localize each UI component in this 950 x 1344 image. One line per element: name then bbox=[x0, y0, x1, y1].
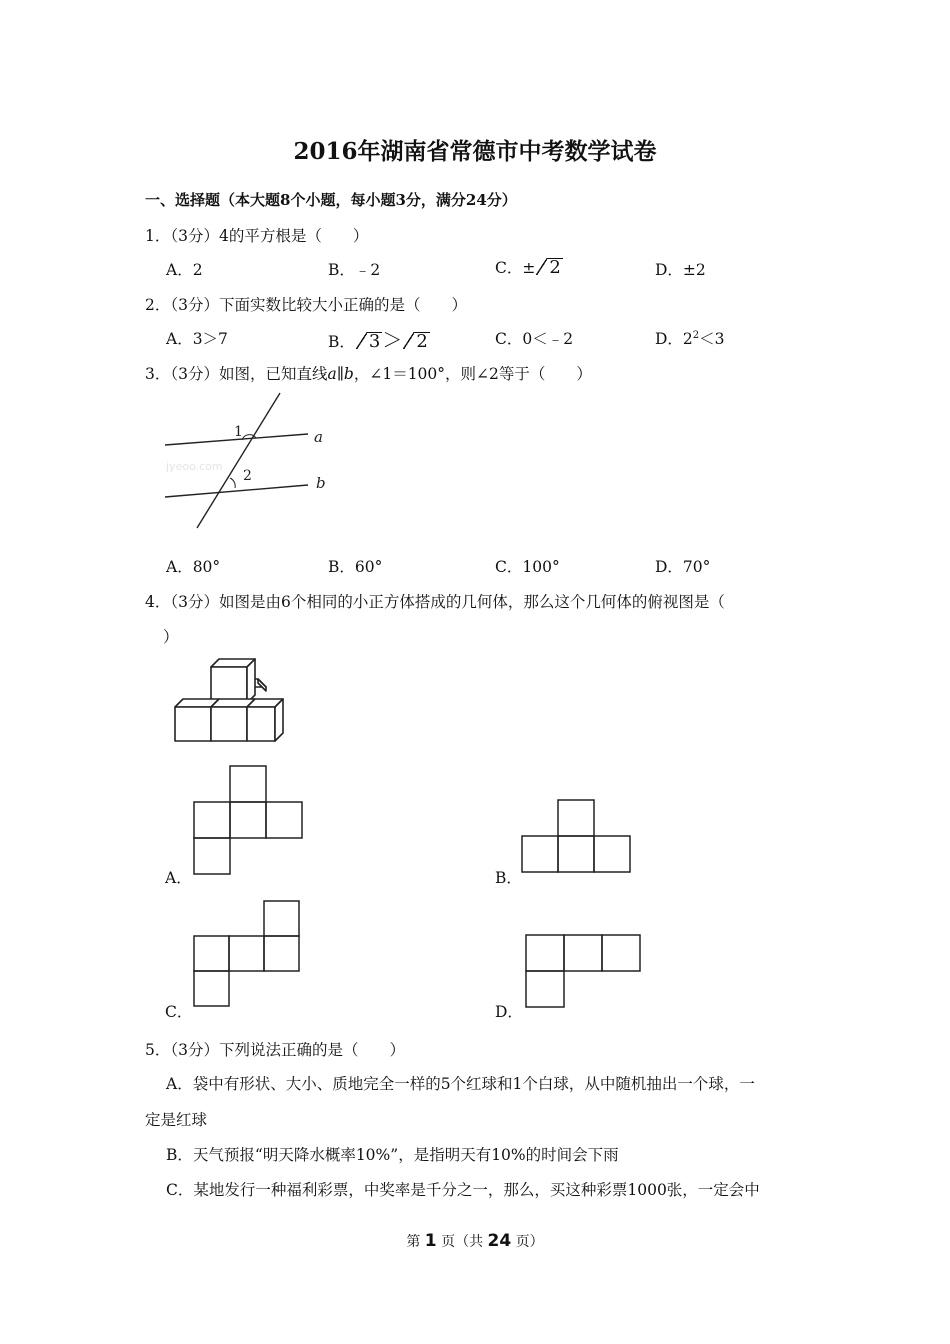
q5-option-b[interactable]: B．天气预报“明天降水概率10%”，是指明天有10%的时间会下雨 bbox=[166, 1146, 619, 1164]
q1-option-c[interactable] bbox=[495, 256, 563, 278]
q4-option-c[interactable]: C． bbox=[165, 1003, 193, 1021]
q2-option-a[interactable]: A．3＞7 bbox=[166, 330, 228, 348]
q4-option-b-grid[interactable] bbox=[521, 799, 635, 875]
line-b-label: b bbox=[316, 474, 326, 492]
q3-option-d[interactable]: D．70° bbox=[655, 558, 711, 576]
q4-option-c-grid[interactable] bbox=[193, 900, 305, 1012]
watermark: jyeoo.com bbox=[166, 460, 223, 473]
question-2-stem: 2．（3分）下面实数比较大小正确的是（ ） bbox=[145, 296, 467, 314]
q4-cube-solid-figure bbox=[165, 655, 290, 747]
q2-option-d[interactable] bbox=[655, 327, 725, 349]
q4-option-d-grid[interactable] bbox=[525, 934, 643, 1012]
sqrt-symbol bbox=[356, 332, 382, 351]
q2-option-d-exponent: 2 bbox=[692, 329, 700, 341]
q3-var-a: a bbox=[327, 365, 337, 383]
q4-option-a[interactable]: A． bbox=[165, 869, 192, 887]
question-1-stem: 1．（3分）4的平方根是（ ） bbox=[145, 227, 369, 245]
q2-option-b-radicand-1: 3 bbox=[368, 331, 381, 352]
q3-option-c[interactable]: C．100° bbox=[495, 558, 560, 576]
q2-option-b-radicand-2: 2 bbox=[416, 331, 428, 352]
q2-option-d-rest: ＜3 bbox=[699, 330, 725, 348]
q3-var-b: b bbox=[343, 365, 354, 383]
footer-page-number: 1 bbox=[424, 1231, 437, 1251]
q4-option-b[interactable]: B． bbox=[495, 869, 522, 887]
q3-option-b[interactable]: B．60° bbox=[328, 558, 383, 576]
q1-option-c-prefix: C．± bbox=[495, 259, 536, 277]
footer-suffix: 页） bbox=[511, 1234, 544, 1250]
q3-parallel-lines-figure bbox=[160, 390, 340, 535]
q5-option-a-line-1[interactable]: A．袋中有形状、大小、质地完全一样的5个红球和1个白球，从中随机抽出一个球，一 bbox=[166, 1075, 755, 1093]
q3-stem-part-2: ，∠1＝100°，则∠2等于（ ） bbox=[353, 365, 592, 383]
page-title: 2016年湖南省常德市中考数学试卷 bbox=[293, 138, 657, 165]
q2-option-b-prefix: B． bbox=[328, 333, 355, 351]
page-footer bbox=[0, 1231, 950, 1251]
q1-option-c-radicand: 2 bbox=[549, 257, 561, 278]
sqrt-symbol bbox=[536, 258, 562, 277]
angle-2-arc bbox=[230, 478, 235, 488]
q2-option-c[interactable]: C．0＜﹣2 bbox=[495, 330, 574, 348]
question-4-stem-line-2: ） bbox=[163, 628, 179, 646]
footer-middle: 页（共 bbox=[436, 1234, 488, 1250]
sqrt-symbol bbox=[403, 332, 429, 351]
question-4-stem-line-1: 4．（3分）如图是由6个相同的小正方体搭成的几何体，那么这个几何体的俯视图是（ bbox=[145, 593, 725, 611]
q1-option-a[interactable]: A．2 bbox=[166, 261, 203, 279]
footer-total-pages: 24 bbox=[487, 1231, 512, 1251]
line-b bbox=[165, 485, 308, 497]
q4-option-a-grid[interactable] bbox=[193, 765, 305, 877]
angle-2-label: 2 bbox=[243, 468, 252, 484]
q4-option-d[interactable]: D． bbox=[495, 1003, 523, 1021]
section-heading: 一、选择题（本大题8个小题，每小题3分，满分24分） bbox=[145, 191, 517, 209]
q1-option-d[interactable]: D．±2 bbox=[655, 261, 706, 279]
question-5-stem: 5．（3分）下列说法正确的是（ ） bbox=[145, 1041, 405, 1059]
footer-prefix: 第 bbox=[406, 1234, 425, 1250]
q1-option-b[interactable]: B．﹣2 bbox=[328, 261, 381, 279]
angle-1-label: 1 bbox=[234, 424, 243, 440]
q2-option-d-base: D．2 bbox=[655, 330, 693, 348]
q5-option-a-line-2[interactable]: 定是红球 bbox=[145, 1111, 208, 1129]
q5-option-c-line-1[interactable]: C．某地发行一种福利彩票，中奖率是千分之一，那么，买这种彩票1000张，一定会中 bbox=[166, 1181, 760, 1199]
q2-option-b-operator: ＞ bbox=[382, 328, 403, 352]
question-3-stem bbox=[145, 362, 592, 384]
line-a-label: a bbox=[314, 428, 323, 446]
q3-parallel-symbol: ∥ bbox=[336, 365, 344, 383]
q2-option-b[interactable] bbox=[328, 324, 430, 353]
q3-stem-part-1: 3．（3分）如图，已知直线 bbox=[145, 365, 328, 383]
q3-option-a[interactable]: A．80° bbox=[166, 558, 221, 576]
